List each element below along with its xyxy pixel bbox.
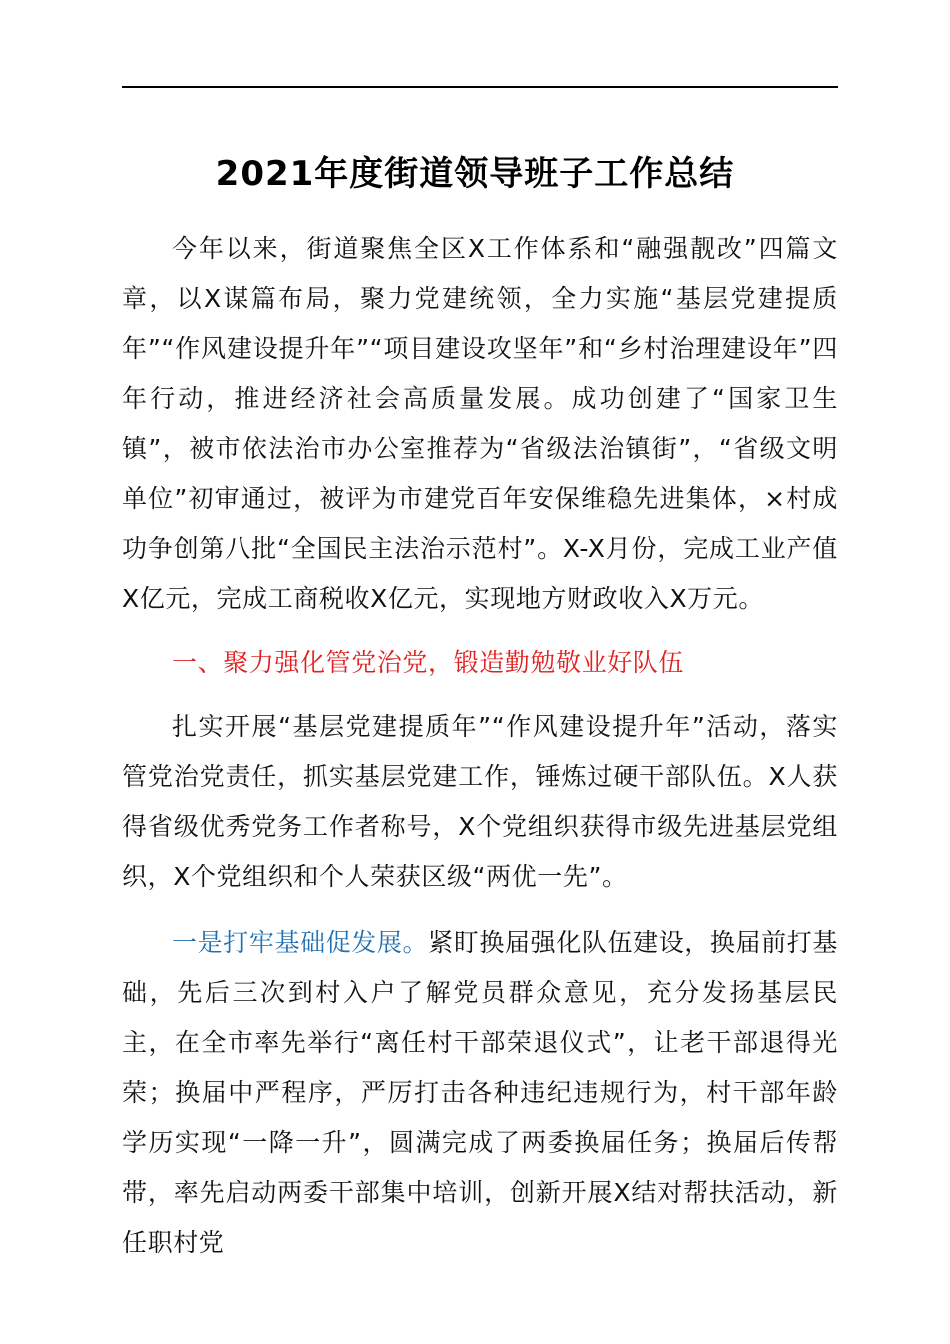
intro-paragraph: 今年以来，街道聚焦全区X工作体系和“融强靓改”四篇文章，以X谋篇布局，聚力党建统领，全力实施“基层党建提质年”“作风建设提升年”“项目建设攻坚年”和“乡村治理建设年”四年行动，推进经济社会高质量发展。成功创建了“国家卫生镇”，被市依法治市办公室推荐为“省级法治镇街”，“省级文明单位”初审通过，被评为市建党百年安保维稳先进集体，×村成功争创第八批“全国民主法治示范村”。X-X月份，完成工业产值X亿元，完成工商税收X亿元，实现地方财政收入X万元。	[122, 234, 838, 613]
subsection-1-text: 紧盯换届强化队伍建设，换届前打基础，先后三次到村入户了解党员群众意见，充分发扬基层民主，在全市率先举行“离任村干部荣退仪式”，让老干部退得光荣；换届中严程序，严厉打击各种违纪违规行为，村干部年龄学历实现“一降一升”，圆满完成了两委换届任务；换届后传帮带，率先启动两委干部集中培训，创新开展X结对帮扶活动，新任职村党	[122, 928, 838, 1257]
subsection-1-paragraph	[122, 918, 838, 1268]
section-1-heading: 一、聚力强化管党治党，锻造勤勉敬业好队伍	[172, 648, 685, 677]
subsection-1-heading: 一是打牢基础促发展。	[172, 928, 429, 957]
document-title: 2021年度街道领导班子工作总结	[215, 154, 735, 194]
section-1-paragraph: 扎实开展“基层党建提质年”“作风建设提升年”活动，落实管党治党责任，抓实基层党建工作，锤炼过硬干部队伍。X人获得省级优秀党务工作者称号，X个党组织获得市级先进基层党组织，X个党组织和个人荣获区级“两优一先”。	[122, 712, 838, 891]
header-rule	[122, 86, 838, 88]
